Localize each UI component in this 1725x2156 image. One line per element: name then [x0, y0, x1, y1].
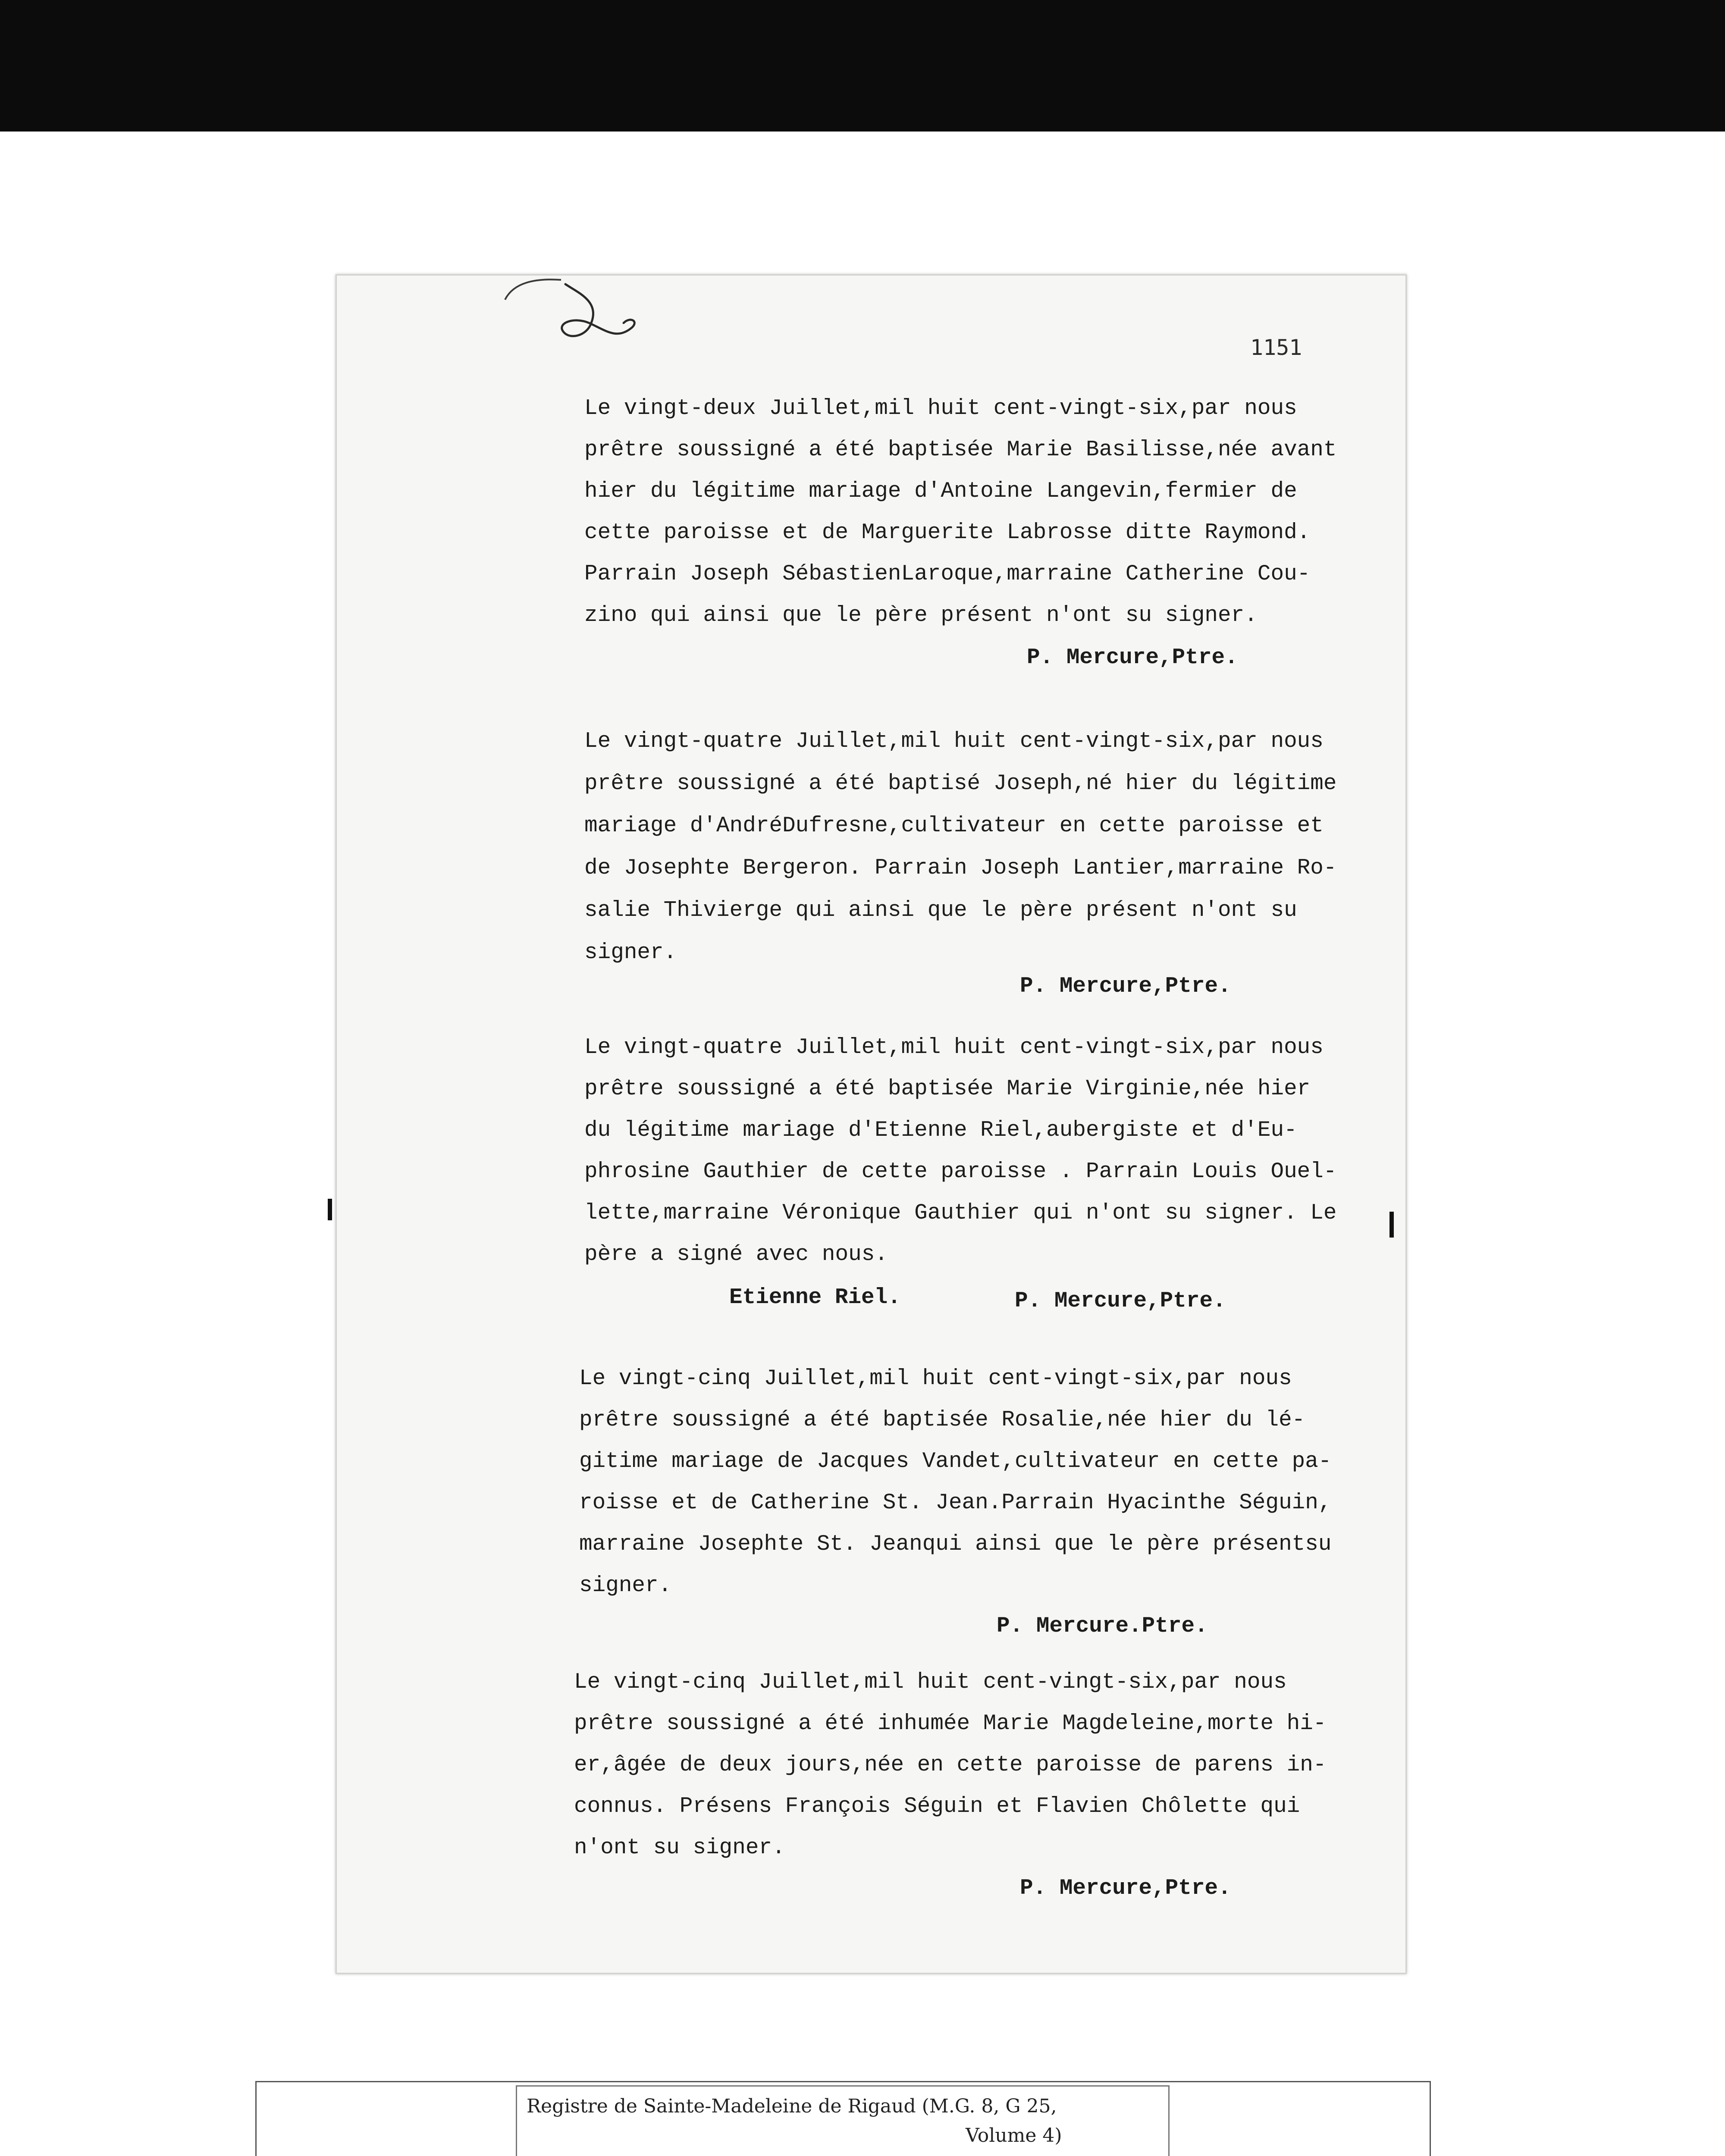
- scan-edge-mark: [1389, 1212, 1394, 1238]
- page-number: 1151: [1250, 335, 1302, 360]
- register-page: [336, 274, 1407, 1974]
- priest-signature: P. Mercure,Ptre.: [1020, 974, 1231, 999]
- entry-line: er,âgée de deux jours,née en cette paroisse de parens in-: [574, 1753, 1327, 1777]
- entry-line: Le vingt-quatre Juillet,mil huit cent-vingt-six,par nous: [584, 729, 1324, 754]
- film-border-top: [0, 0, 1725, 132]
- entry-line: Parrain Joseph SébastienLaroque,marraine Catherine Cou-: [584, 562, 1311, 586]
- entry-line: père a signé avec nous.: [584, 1242, 888, 1267]
- entry-line: prêtre soussigné a été inhumée Marie Magdeleine,morte hi-: [574, 1711, 1327, 1736]
- entry-line: prêtre soussigné a été baptisée Marie Virginie,née hier: [584, 1077, 1311, 1101]
- priest-signature: P. Mercure.Ptre.: [997, 1614, 1208, 1639]
- priest-signature: P. Mercure,Ptre.: [1020, 1876, 1231, 1901]
- entry-line: de Josephte Bergeron. Parrain Joseph Lantier,marraine Ro-: [584, 856, 1337, 881]
- priest-signature: P. Mercure,Ptre.: [1015, 1289, 1226, 1313]
- entry-line: zino qui ainsi que le père présent n'ont su signer.: [584, 603, 1258, 628]
- father-signature: Etienne Riel.: [729, 1285, 901, 1310]
- entry-line: gitime mariage de Jacques Vandet,cultivateur en cette pa-: [579, 1449, 1332, 1474]
- registry-label-line: Registre de Sainte-Madeleine de Rigaud (M.G. 8, G 25,: [527, 2095, 1057, 2117]
- entry-line: prêtre soussigné a été baptisé Joseph,né hier du légitime: [584, 771, 1337, 796]
- entry-line: mariage d'AndréDufresne,cultivateur en cette paroisse et: [584, 814, 1324, 838]
- entry-line: connus. Présens François Séguin et Flavien Chôlette qui: [574, 1794, 1300, 1819]
- priest-signature: P. Mercure,Ptre.: [1027, 646, 1238, 670]
- entry-line: n'ont su signer.: [574, 1836, 785, 1860]
- entry-line: lette,marraine Véronique Gauthier qui n'ont su signer. Le: [584, 1201, 1337, 1225]
- entry-line: signer.: [584, 940, 677, 965]
- scan-edge-mark: [328, 1199, 332, 1220]
- entry-line: roisse et de Catherine St. Jean.Parrain Hyacinthe Séguin,: [579, 1491, 1332, 1515]
- entry-line: Le vingt-quatre Juillet,mil huit cent-vingt-six,par nous: [584, 1035, 1324, 1060]
- entry-line: prêtre soussigné a été baptisée Marie Basilisse,née avant: [584, 438, 1337, 462]
- registry-label: [516, 2085, 1170, 2156]
- entry-line: Le vingt-deux Juillet,mil huit cent-vingt-six,par nous: [584, 396, 1297, 421]
- entry-line: cette paroisse et de Marguerite Labrosse ditte Raymond.: [584, 520, 1311, 545]
- entry-line: marraine Josephte St. Jeanqui ainsi que le père présentsu: [579, 1532, 1332, 1557]
- entry-line: salie Thivierge qui ainsi que le père présent n'ont su: [584, 898, 1297, 923]
- entry-line: Le vingt-cinq Juillet,mil huit cent-vingt-six,par nous: [579, 1366, 1292, 1391]
- entry-line: prêtre soussigné a été baptisée Rosalie,née hier du lé-: [579, 1408, 1305, 1432]
- entry-line: signer.: [579, 1573, 672, 1598]
- entry-line: hier du légitime mariage d'Antoine Langevin,fermier de: [584, 479, 1297, 504]
- entry-line: Le vingt-cinq Juillet,mil huit cent-vingt-six,par nous: [574, 1670, 1287, 1695]
- entry-line: phrosine Gauthier de cette paroisse . Parrain Louis Ouel-: [584, 1159, 1337, 1184]
- corner-pencil-mark: [501, 274, 570, 308]
- registry-label-line: Volume 4): [966, 2125, 1062, 2147]
- entry-line: du légitime mariage d'Etienne Riel,aubergiste et d'Eu-: [584, 1118, 1297, 1143]
